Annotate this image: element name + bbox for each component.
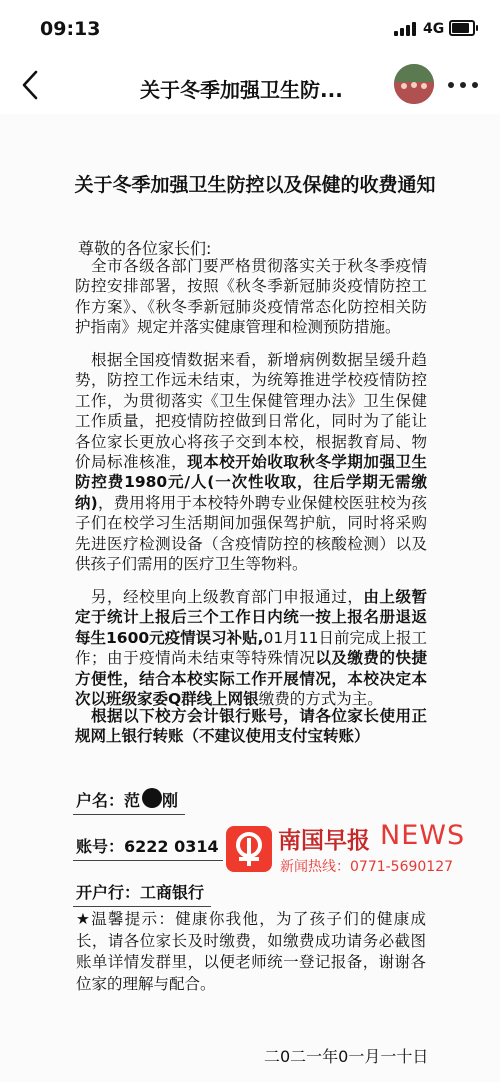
paragraph-4: 根据以下校方会计银行账号，请各位家长使用正规网上银行转账（不建议使用支付宝转账） <box>75 707 427 746</box>
watermark-news: NEWS <box>380 820 466 851</box>
watermark-hotline: 新闻热线：0771-5690127 <box>280 859 454 875</box>
news-watermark <box>226 820 476 884</box>
payment-method-highlight: 以及缴费的快捷方便性，结合本校实际工作开展情况，本校决定本次以班级家委Q群线上网银 <box>75 649 427 709</box>
document-date: 二0二一年0一月一十日 <box>264 1047 429 1066</box>
status-bar <box>0 0 500 58</box>
paragraph-1: 全市各级各部门要严格贯彻落实关于秋冬季疫情防控安排部署，按照《秋冬季新冠肺炎疫情防控工作方案》、《秋冬季新冠肺炎疫情常态化防控相关防护指南》规定并落实健康管理和检测预防措施。 <box>75 257 427 337</box>
network-type: 4G <box>423 21 445 37</box>
paragraph-3: 另，经校里向上级教育部门申报通过，由上级暂定于统计上报后三个工作日内统一按上报名册退返每生1600元疫情误习补贴,01月11日前完成上报工作；由于疫情尚未结束等特殊情况以及缴费的快捷方便性，结合本校实际工作开展情况，本校决定本次以班级家委Q群线上网银缴费的方式为主。 <box>75 588 428 709</box>
tips-paragraph: ★温馨提示：健康你我他，为了孩子们的健康成长，请各位家长及时缴费，如缴费成功请务必截图账单详情发群里，以便老师统一登记报备，谢谢各位家的理解与配合。 <box>76 910 426 993</box>
signal-icon <box>394 22 418 36</box>
refund-highlight: 由上级暂定于统计上报后三个工作日内统一按上报名册退返每生1600元疫情误习补贴, <box>75 588 427 647</box>
newspaper-logo-icon <box>226 826 272 872</box>
nav-title: 关于冬季加强卫生防... <box>140 78 343 102</box>
status-time: 09:13 <box>40 18 101 40</box>
watermark-brand: 南国早报 <box>278 828 370 854</box>
notice-document <box>0 114 500 1082</box>
redaction-mark <box>142 788 162 808</box>
document-title: 关于冬季加强卫生防控以及保健的收费通知 <box>74 174 436 196</box>
fee-highlight: 现本校开始收取秋冬学期加强卫生防控费1980元/人(一次性收取，往后学期无需缴纳) <box>75 453 427 512</box>
chevron-left-icon[interactable] <box>16 68 46 102</box>
battery-icon <box>449 20 475 36</box>
bank-name: 开户行：工商银行 <box>76 883 205 902</box>
nav-bar <box>0 58 500 114</box>
avatar[interactable] <box>394 64 434 104</box>
more-icon[interactable] <box>448 80 480 90</box>
paragraph-2: 根据全国疫情数据来看，新增病例数据呈缓升趋势，防控工作远未结束，为统筹推进学校疫情防控工作，为贯彻落实《卫生保健管理办法》卫生保健工作质量，把疫情防控做到日常化，同时为了能让各位家长更放心将孩子交到本校，根据教育局、物价局标准核准，现本校开始收取秋冬学期加强卫生防控费1980元/人(一次性收取，往后学期无需缴纳)，费用将用于本校特外聘专业保健校医驻校为孩子们在校学习生活期间加强保驾护航，同时将采购先进医疗检测设备（含疫情防控的核酸检测）以及供孩子们需用的医疗卫生等物料。 <box>75 351 427 574</box>
greeting: 尊敬的各位家长们: <box>78 239 212 258</box>
account-name: 户名：范 刚 <box>76 791 179 810</box>
account-number: 账号：6222 0314 <box>76 837 219 856</box>
